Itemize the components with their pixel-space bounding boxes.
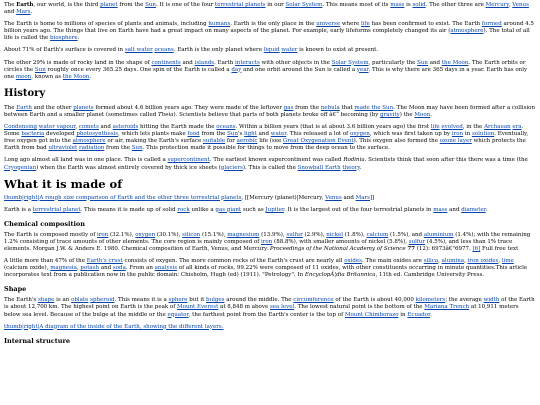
wiki-link[interactable]: aerobic bbox=[236, 138, 258, 145]
wiki-link[interactable]: ultraviolet bbox=[48, 145, 78, 152]
text-run: (88.8%), with smaller amounts of nickel (5.8%), bbox=[272, 238, 409, 245]
wiki-link[interactable]: oceans bbox=[216, 124, 236, 131]
text-run: (15.1%), bbox=[200, 231, 228, 238]
wiki-link[interactable]: bacteria bbox=[21, 131, 45, 138]
paragraph bbox=[4, 2, 536, 16]
wiki-link[interactable]: the Moon bbox=[62, 73, 90, 80]
text-run: in bbox=[463, 131, 472, 138]
wiki-link[interactable]: ozone layer bbox=[439, 138, 472, 145]
wiki-link[interactable]: spheroid bbox=[90, 297, 115, 304]
text-run: and the other bbox=[31, 104, 74, 111]
text-run: The Earth is home to millions of species of plants and animals, including bbox=[4, 21, 209, 28]
text-run: , in the bbox=[462, 124, 485, 131]
wiki-link[interactable]: light bbox=[244, 131, 257, 138]
text-run: in our bbox=[265, 2, 286, 8]
text-run: developed bbox=[44, 131, 77, 138]
wiki-link[interactable]: mass bbox=[390, 2, 405, 8]
text-run: roughly once every 365.25 days. One spin of the Earth is called a bbox=[45, 66, 232, 73]
text-run: , bbox=[464, 258, 468, 265]
text-run: (1.8%), bbox=[342, 231, 367, 238]
wiki-link[interactable]: planets bbox=[73, 104, 94, 111]
wiki-link[interactable]: Snowball Earth bbox=[297, 164, 341, 171]
text-run: . The other three are bbox=[425, 2, 486, 8]
wiki-link[interactable]: sea level bbox=[269, 304, 295, 311]
wiki-link[interactable]: kilometers bbox=[415, 297, 446, 304]
wiki-link[interactable]: Solar System bbox=[331, 59, 369, 66]
wiki-link[interactable]: nickel bbox=[326, 231, 343, 238]
text-run: . This is why there are 365 days in a year. Earth has only one bbox=[4, 66, 528, 80]
wiki-link[interactable]: Venus bbox=[325, 194, 342, 201]
text-run: . Some bbox=[4, 124, 524, 138]
text-run: . The lowest natural point is the bottom of the bbox=[294, 304, 425, 311]
text-run: ) when the Earth was almost entirely covered by thick ice sheets ( bbox=[36, 164, 221, 171]
text-run: around 4.5 billion years ago. The things that live on Earth have had a great impact on many aspects of the planet. For example, early lifeforms completely changed its air ( bbox=[4, 21, 534, 35]
text-run: and bbox=[180, 59, 195, 66]
wiki-link[interactable]: alumina bbox=[441, 258, 465, 265]
text-run: (calcium oxide), bbox=[4, 265, 51, 272]
text-run: in bbox=[398, 311, 408, 318]
text-run: (12): 6973â€"6977. bbox=[415, 245, 473, 252]
wiki-link[interactable]: Earth's crust bbox=[86, 258, 123, 265]
wiki-link[interactable]: atmosphere bbox=[72, 138, 106, 145]
wiki-link[interactable]: lime bbox=[501, 258, 514, 265]
italic-text: EncyclopÃ¦dia Britannica bbox=[304, 272, 376, 279]
wiki-link[interactable]: iron bbox=[261, 238, 273, 245]
wiki-link[interactable]: terrestrial planet bbox=[32, 206, 81, 213]
text-run: . This protection made it possible for things to move from the deep ocean to the surface. bbox=[142, 145, 390, 152]
text-run: , bbox=[498, 258, 502, 265]
wiki-link[interactable]: sphere bbox=[168, 297, 188, 304]
text-run: . The Earth orbits or circles the bbox=[4, 59, 526, 73]
wiki-link[interactable]: humans bbox=[208, 21, 231, 28]
text-run: , known as bbox=[31, 73, 63, 80]
text-run: , our world, is the third bbox=[33, 2, 101, 8]
wiki-link[interactable]: solution bbox=[471, 131, 495, 138]
text-run: but it bbox=[187, 297, 207, 304]
text-run: , bbox=[76, 265, 81, 272]
text-run: that bbox=[339, 104, 355, 111]
text-run: . Eventually, free oxygen got into the bbox=[4, 131, 529, 145]
wiki-link[interactable]: oblate bbox=[71, 297, 89, 304]
wiki-link[interactable]: thumb|right|A diagram of the inside of the Earth, showing the different layers. bbox=[4, 323, 224, 330]
text-run: with other objects in the bbox=[259, 59, 332, 66]
text-run: Full free text bbox=[480, 245, 519, 252]
wiki-link[interactable]: analysis bbox=[154, 265, 178, 272]
text-run: . bbox=[485, 206, 488, 213]
text-run: . bbox=[430, 111, 432, 118]
text-run: ). Scientists believe that parts of both planets broke off â€“ becoming (by bbox=[173, 111, 381, 118]
wiki-link[interactable]: comets bbox=[78, 124, 99, 131]
text-run: . This released a lot of bbox=[286, 131, 350, 138]
wiki-link[interactable]: iron oxides bbox=[467, 258, 499, 265]
wiki-link[interactable]: era bbox=[512, 124, 522, 131]
wiki-link[interactable]: Sun bbox=[145, 2, 156, 8]
paragraph bbox=[4, 297, 536, 318]
wiki-link[interactable]: salt water bbox=[124, 47, 153, 54]
wiki-link[interactable]: bulges bbox=[206, 297, 225, 304]
text-run: The bbox=[4, 104, 17, 111]
text-run: . It is the largest out of the four terrestrial planets in bbox=[283, 206, 434, 213]
text-run: is known to exist at present. bbox=[297, 47, 379, 54]
text-run: from the bbox=[117, 2, 146, 8]
text-run: , 11th ed. Cambridge University Press. bbox=[375, 272, 485, 279]
wiki-link[interactable]: supercontinent bbox=[167, 157, 210, 164]
text-run: . The Moon may have been formed after a collision between Earth and a smaller planet (sometimes called bbox=[4, 104, 536, 118]
wiki-link[interactable]: Ecuador bbox=[407, 311, 431, 318]
wiki-link[interactable]: continents bbox=[151, 59, 181, 66]
wiki-link[interactable]: atmosphere bbox=[450, 28, 484, 35]
paragraph bbox=[4, 21, 536, 42]
text-run: is an bbox=[54, 297, 72, 304]
bold-text: Earth bbox=[16, 2, 34, 8]
wiki-link[interactable]: moon bbox=[15, 73, 32, 80]
wiki-link[interactable]: the Moon bbox=[441, 59, 469, 66]
wiki-link[interactable]: biosphere bbox=[50, 35, 78, 42]
wiki-link[interactable]: Mercury bbox=[485, 2, 509, 8]
wiki-link[interactable]: iron bbox=[97, 231, 109, 238]
text-run: . Earth is the only place in the bbox=[230, 21, 317, 28]
text-run: . bbox=[30, 9, 33, 16]
text-run: at 10,911 meters below sea level. Because of the bulge at the middle or the bbox=[4, 304, 519, 318]
text-run: (13.9%), bbox=[259, 231, 287, 238]
wiki-link[interactable]: food bbox=[187, 131, 200, 138]
text-run: for bbox=[225, 138, 237, 145]
text-run: at 8,848 m above bbox=[218, 304, 270, 311]
wiki-link[interactable]: terrestrial planets bbox=[214, 2, 266, 8]
wiki-link[interactable]: theory bbox=[342, 164, 360, 171]
wiki-link[interactable]: Earth bbox=[16, 104, 32, 111]
text-run: . Earth bbox=[214, 59, 236, 66]
wiki-link[interactable]: interacts bbox=[235, 59, 260, 66]
wiki-link[interactable]: Sun bbox=[417, 59, 428, 66]
wiki-link[interactable]: Mars bbox=[355, 194, 371, 201]
wiki-link[interactable]: Sun bbox=[227, 131, 239, 138]
wiki-link[interactable]: Mars bbox=[16, 9, 31, 16]
wiki-link[interactable]: water vapour bbox=[38, 124, 76, 131]
text-run: , which was first taken up by bbox=[369, 131, 452, 138]
wiki-link[interactable]: calcium bbox=[366, 231, 389, 238]
text-run: and bbox=[341, 194, 356, 201]
bold-text: 77 bbox=[407, 245, 416, 252]
text-run: , particularly the bbox=[368, 59, 418, 66]
wiki-link[interactable]: shape bbox=[37, 297, 55, 304]
text-run: (30.1%), bbox=[155, 231, 183, 238]
wiki-link[interactable]: thumb|right|A rough size comparison of Earth and the other three terrestrial planets bbox=[4, 194, 242, 201]
wiki-link[interactable]: diameter bbox=[461, 206, 486, 213]
wiki-link[interactable]: mass bbox=[433, 206, 448, 213]
text-run: which protects the Earth from bad bbox=[4, 138, 526, 152]
paragraph bbox=[4, 324, 536, 331]
wiki-link[interactable]: Mariana Trench bbox=[424, 304, 470, 311]
wiki-link[interactable]: oceans bbox=[154, 47, 174, 54]
wiki-link[interactable]: planet bbox=[100, 2, 118, 8]
wiki-link[interactable]: rock bbox=[177, 206, 190, 213]
wiki-link[interactable]: Condensing bbox=[4, 124, 38, 131]
text-run: such as bbox=[241, 206, 266, 213]
wiki-link[interactable]: islands bbox=[194, 59, 215, 66]
text-run: . bbox=[77, 35, 80, 42]
chemical-composition-heading: Chemical composition bbox=[4, 219, 85, 228]
text-run: . From an bbox=[125, 265, 155, 272]
text-run: (1.5%), and bbox=[388, 231, 424, 238]
text-run: hitting the Earth made the bbox=[138, 124, 217, 131]
wiki-link[interactable]: Mount Everest bbox=[177, 304, 219, 311]
text-run: . The earliest known supercontinent was called bbox=[209, 157, 344, 164]
wiki-link[interactable]: liquid bbox=[263, 47, 280, 54]
text-run: around the middle. The bbox=[224, 297, 294, 304]
text-run: . bbox=[430, 311, 432, 318]
wiki-link[interactable]: aluminium bbox=[423, 231, 454, 238]
wiki-link[interactable]: gas bbox=[283, 104, 294, 111]
paragraph bbox=[4, 232, 536, 253]
text-run: . This means most of its bbox=[322, 2, 391, 8]
wiki-link[interactable]: Moon bbox=[414, 111, 431, 118]
wiki-link[interactable]: oxides bbox=[344, 258, 362, 265]
wiki-link[interactable]: magnesia bbox=[50, 265, 77, 272]
wiki-link[interactable]: sulfur bbox=[286, 231, 303, 238]
text-run: and bbox=[256, 131, 271, 138]
text-run: consists of oxygen. The more common rocks of the Earth's crust are nearly all bbox=[122, 258, 345, 265]
text-run: ]] bbox=[370, 194, 375, 201]
wiki-link[interactable]: Mount Chimborazo bbox=[344, 311, 399, 318]
wiki-link[interactable]: oxygen bbox=[349, 131, 370, 138]
wiki-link[interactable]: solid bbox=[412, 2, 426, 8]
wiki-link[interactable]: Cryogenian bbox=[4, 164, 37, 171]
text-run: ). This oxygen also formed the bbox=[353, 138, 440, 145]
paragraph bbox=[4, 195, 536, 202]
wiki-link[interactable]: Venus bbox=[512, 2, 529, 8]
text-run: About 71% of Earth's surface is covered in bbox=[4, 47, 125, 54]
text-run: . bbox=[359, 164, 362, 171]
wiki-link[interactable]: made the Sun bbox=[354, 104, 394, 111]
text-run: ). The total of all life is called the bbox=[4, 28, 530, 42]
text-run: . It is one of the four bbox=[155, 2, 215, 8]
paragraph bbox=[4, 105, 536, 119]
wiki-link[interactable]: gravity bbox=[380, 111, 400, 118]
text-run: 's bbox=[238, 131, 245, 138]
wiki-link[interactable]: glaciers bbox=[220, 164, 243, 171]
wiki-link[interactable]: radiation bbox=[79, 145, 105, 152]
text-run: and bbox=[4, 9, 17, 16]
wiki-link[interactable]: photosynthesis bbox=[76, 131, 119, 138]
history-heading: History bbox=[4, 87, 46, 99]
paragraph bbox=[4, 157, 536, 171]
wiki-link[interactable]: Jupiter bbox=[265, 206, 284, 213]
text-run: . The main oxides are bbox=[362, 258, 424, 265]
wiki-link[interactable]: water bbox=[281, 47, 298, 54]
text-run: , bbox=[508, 2, 513, 8]
paragraph bbox=[4, 124, 536, 152]
text-run: and bbox=[99, 265, 113, 272]
made-of-heading: What it is made of bbox=[4, 176, 123, 191]
intro-section bbox=[4, 2, 536, 81]
text-run: A little more than 47% of the bbox=[4, 258, 87, 265]
italic-text: Proceedings of the National Academy of Science bbox=[269, 245, 406, 252]
text-run: (2.9%), bbox=[302, 231, 327, 238]
wiki-link[interactable]: day bbox=[231, 66, 242, 73]
text-run: The other 29% is made of rocky land in the shape of bbox=[4, 59, 152, 66]
text-run: is bbox=[404, 2, 413, 8]
wiki-link[interactable]: asteroids bbox=[112, 124, 139, 131]
wiki-link[interactable]: Solar System bbox=[285, 2, 323, 8]
text-run: from the bbox=[293, 104, 321, 111]
text-run: of the Earth is about 40,000 bbox=[333, 297, 416, 304]
wiki-link[interactable]: sulfur bbox=[408, 238, 426, 245]
text-run: . Earth is the only planet where bbox=[173, 47, 264, 54]
text-run: The Earth's bbox=[4, 297, 38, 304]
text-run: , [[Mercury (planet)|Mercury, bbox=[241, 194, 326, 201]
text-run: of the Earth is about 12,700 km. The highest point on Earth is the peak of bbox=[4, 297, 535, 311]
wiki-link[interactable]: universe bbox=[316, 21, 341, 28]
text-run: of all kinds of rocks, 99.22% were composed of 11 oxides, with other constituents occurring in minute quantities.This article incorporates text from a publication now in the public domain: Chisholm, Hugh (ed) (1911). "Petrology". In bbox=[4, 265, 528, 279]
wiki-link[interactable]: gas giant bbox=[215, 206, 242, 213]
text-run: and one orbit around the Sun is called a bbox=[241, 66, 357, 73]
wiki-link[interactable]: life bbox=[361, 21, 370, 28]
wiki-link[interactable]: Archaean bbox=[484, 124, 511, 131]
shape-heading: Shape bbox=[4, 285, 27, 294]
text-run: has been confirmed to exist. The Earth bbox=[369, 21, 482, 28]
text-run: Long ago almost all land was in one place. This is called a bbox=[4, 157, 168, 164]
wiki-link[interactable]: soda bbox=[112, 265, 126, 272]
wiki-link[interactable]: Great Oxygenation Event bbox=[283, 138, 354, 145]
wiki-link[interactable]: oxygen bbox=[135, 231, 156, 238]
wiki-link[interactable]: equator bbox=[167, 311, 189, 318]
text-run: ; the average bbox=[445, 297, 484, 304]
text-run: life (see bbox=[257, 138, 284, 145]
italic-text: Theia bbox=[157, 111, 174, 118]
text-run: (1.4%); with the remaining 1.2% consisting of trace amounts of other elements. The core region is mainly composed of bbox=[4, 231, 531, 245]
text-run: . This means it is made up of solid bbox=[80, 206, 178, 213]
text-run: ) the bbox=[399, 111, 415, 118]
wiki-link[interactable]: silica bbox=[423, 258, 439, 265]
text-run: and bbox=[98, 124, 113, 131]
text-run: or air, making the Earth's surface bbox=[105, 138, 203, 145]
wiki-link[interactable]: potash bbox=[80, 265, 100, 272]
wiki-link[interactable]: year bbox=[356, 66, 369, 73]
text-run: and bbox=[427, 59, 442, 66]
wiki-link[interactable]: Sun bbox=[34, 66, 46, 73]
wiki-link[interactable]: circumference bbox=[293, 297, 334, 304]
text-run: The Earth is composed mostly of bbox=[4, 231, 98, 238]
text-run: unlike a bbox=[189, 206, 216, 213]
text-run: (4.5%), and less than 1% trace elements. Morgan J.W. & Anders E. 1980. Chemical composition of Earth, Venus, and Mercury. bbox=[4, 238, 513, 252]
paragraph bbox=[4, 258, 536, 279]
wiki-link[interactable]: suitable bbox=[203, 138, 226, 145]
wiki-link[interactable]: Sun bbox=[131, 145, 143, 152]
text-run: . Within a billion years (that is at about 3.6 billion years ago) the first bbox=[235, 124, 431, 131]
text-run: ). This is called the bbox=[242, 164, 298, 171]
text-run: The bbox=[4, 2, 17, 8]
text-run: from the bbox=[104, 145, 132, 152]
text-run: , which lets plants make bbox=[118, 131, 188, 138]
text-run: . Scientists think that soon after this there was a time (the bbox=[364, 157, 528, 164]
wiki-link[interactable]: water bbox=[270, 131, 287, 138]
wiki-link[interactable]: evolved bbox=[441, 124, 463, 131]
internal-structure-heading: Internal structure bbox=[4, 336, 71, 345]
text-run: (32.1%), bbox=[108, 231, 136, 238]
text-run: , bbox=[75, 124, 79, 131]
wiki-link[interactable]: iron bbox=[451, 131, 464, 138]
wiki-link[interactable]: silicon bbox=[182, 231, 201, 238]
text-run: . bbox=[89, 73, 92, 80]
paragraph bbox=[4, 207, 536, 214]
paragraph bbox=[4, 47, 536, 54]
wiki-link[interactable]: formed bbox=[481, 21, 502, 28]
wiki-link[interactable]: [6] bbox=[472, 245, 481, 252]
wiki-link[interactable]: magnesium bbox=[227, 231, 260, 238]
text-run: where bbox=[340, 21, 362, 28]
text-run: and bbox=[447, 206, 462, 213]
wiki-link[interactable]: nebula bbox=[320, 104, 340, 111]
text-run: , bbox=[438, 258, 442, 265]
text-run: , the farthest point from the Earth's center is the top of bbox=[188, 311, 345, 318]
wiki-link[interactable]: width bbox=[483, 297, 500, 304]
text-run: formed about 4.6 billion years ago. They were made of the leftover bbox=[93, 104, 284, 111]
text-run: . This means it is a bbox=[114, 297, 169, 304]
italic-text: Rodinia bbox=[343, 157, 365, 164]
text-run: Earth is a bbox=[4, 206, 33, 213]
wiki-link[interactable]: life bbox=[430, 124, 440, 131]
paragraph bbox=[4, 60, 536, 81]
text-run: from the bbox=[199, 131, 228, 138]
